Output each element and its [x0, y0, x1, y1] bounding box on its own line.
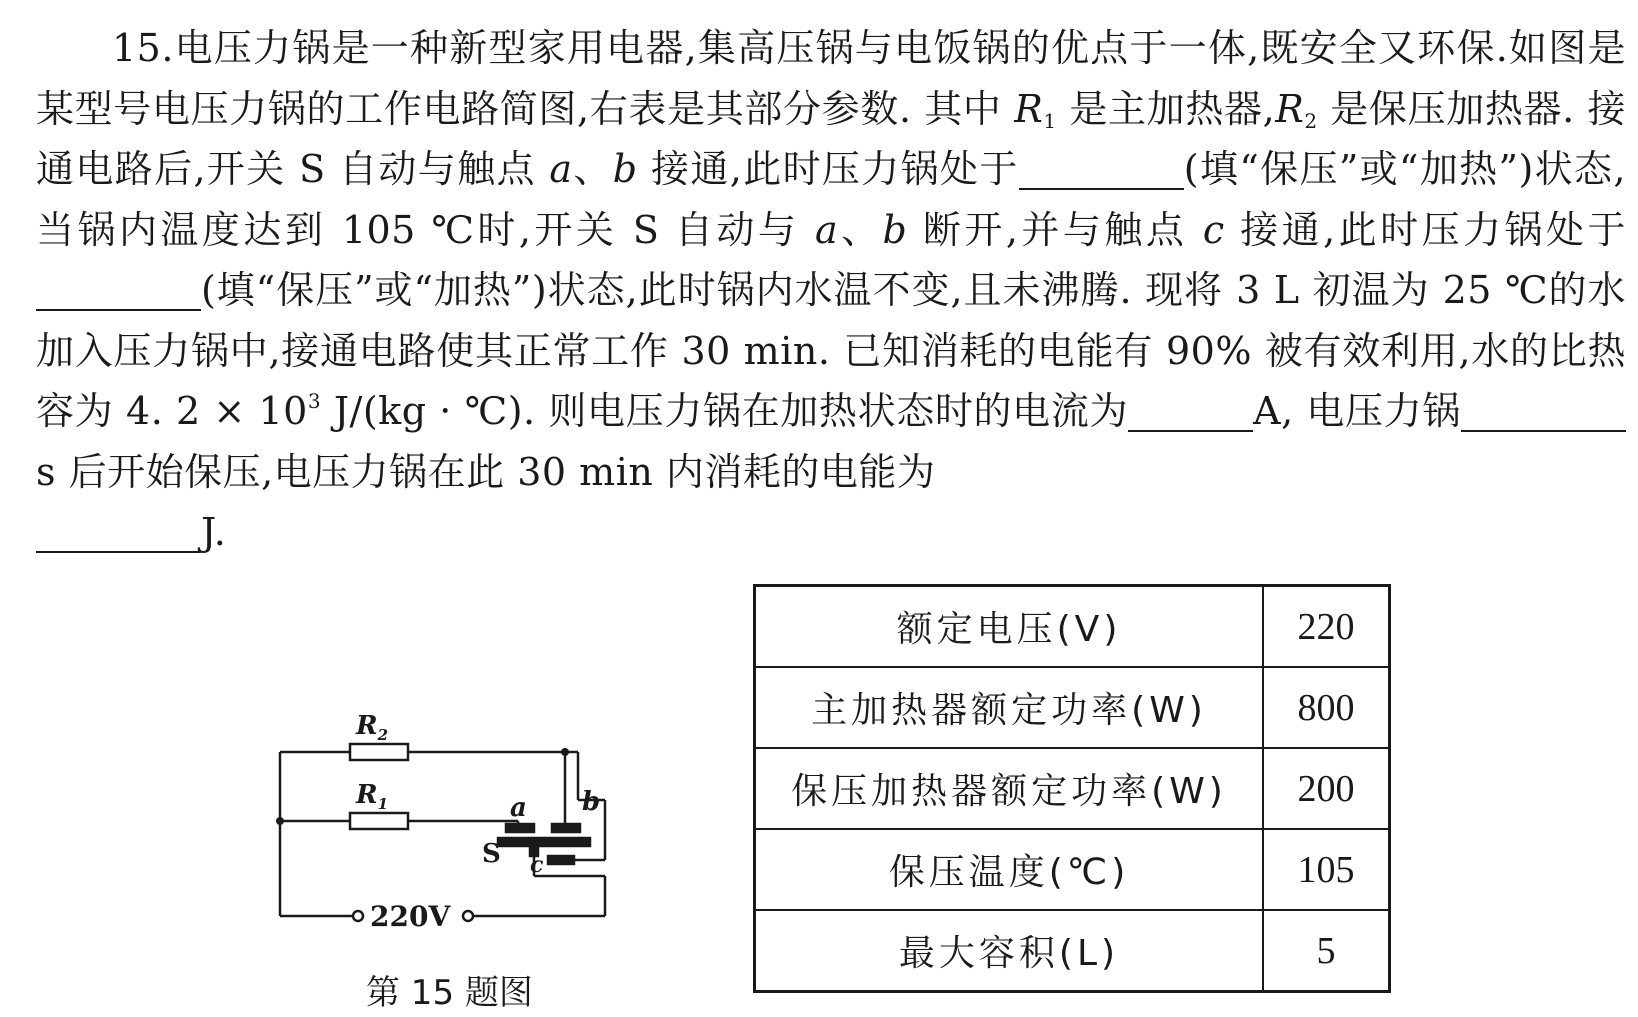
r1-label: $R_1$	[356, 780, 389, 813]
problem-text: 15.电压力锅是一种新型家用电器,集高压锅与电饭锅的优点于一体,既安全又环保.如图是某型号电压力锅的工作电路简图,右表是其部分参数. 其中 $R_1$ 是主加热器$,R_2$ 是保压加热器. 接通电路后,开关 S 自动与触点 a、b 接通,此时压力锅处于 (填“保压”或“加热”)状态,当锅内温度达到 105 ℃时,开关 S 自动与 a、b 断开,并与触点 c 接通,此时压力锅处于(填“保压”或“加热”)状态,此时锅内水温不变,且未沸腾. 现将 3 L 初温为 25 ℃的水加入压力锅中,接通电路使其正常工作 30 min. 已知消耗的电能有 90% 被有效利用,水的比热容为 4. $2 \times 10^3$ J/(kg · ℃). 则电压力锅在加热状态时的电流为 A, 电压力锅s 后开始保压,电压力锅在此 30 min 内消耗的电能为 J.	[36, 26, 1626, 554]
contact-a-plate	[506, 824, 534, 832]
contact-c-label: c	[530, 852, 544, 878]
contact-b-plate	[552, 824, 580, 832]
answer-blank-1[interactable]	[1019, 150, 1184, 190]
voltage-label: 220V	[370, 900, 451, 930]
row-value: 800	[1263, 667, 1390, 748]
table-row	[755, 667, 1390, 748]
left-junction-dot	[276, 817, 284, 825]
row-label: 额定电压(V)	[755, 586, 1264, 668]
contact-c-plate	[548, 856, 574, 864]
answer-blank-3[interactable]	[1128, 392, 1253, 432]
table-row	[755, 829, 1390, 910]
table-row	[755, 748, 1390, 829]
row-value: 5	[1263, 910, 1390, 992]
row-value: 220	[1263, 586, 1390, 668]
table-row	[755, 586, 1390, 668]
right-junction-dot	[561, 748, 569, 756]
left-terminal	[353, 911, 363, 921]
figure-caption: 第 15 题图	[366, 973, 533, 1013]
contact-b-label: b	[582, 787, 601, 817]
r2-resistor	[350, 744, 408, 760]
problem-number: 15.	[112, 26, 174, 70]
r2-label: $R_2$	[356, 711, 389, 744]
answer-blank-4[interactable]	[1461, 392, 1626, 432]
row-label: 保压温度(℃)	[755, 829, 1264, 910]
table-row	[755, 910, 1390, 992]
circuit-diagram	[260, 690, 620, 930]
switch-label: S	[482, 839, 501, 869]
answer-blank-5[interactable]	[36, 513, 201, 553]
r1-resistor	[350, 813, 408, 829]
row-label: 最大容积(L)	[755, 910, 1264, 992]
row-value: 105	[1263, 829, 1390, 910]
row-label: 保压加热器额定功率(W)	[755, 748, 1264, 829]
row-label: 主加热器额定功率(W)	[755, 667, 1264, 748]
parameter-table	[753, 584, 1391, 993]
contact-a-label: a	[510, 793, 527, 823]
answer-blank-2[interactable]	[36, 271, 201, 311]
right-terminal	[463, 911, 473, 921]
row-value: 200	[1263, 748, 1390, 829]
switch-s-bar	[498, 838, 590, 846]
